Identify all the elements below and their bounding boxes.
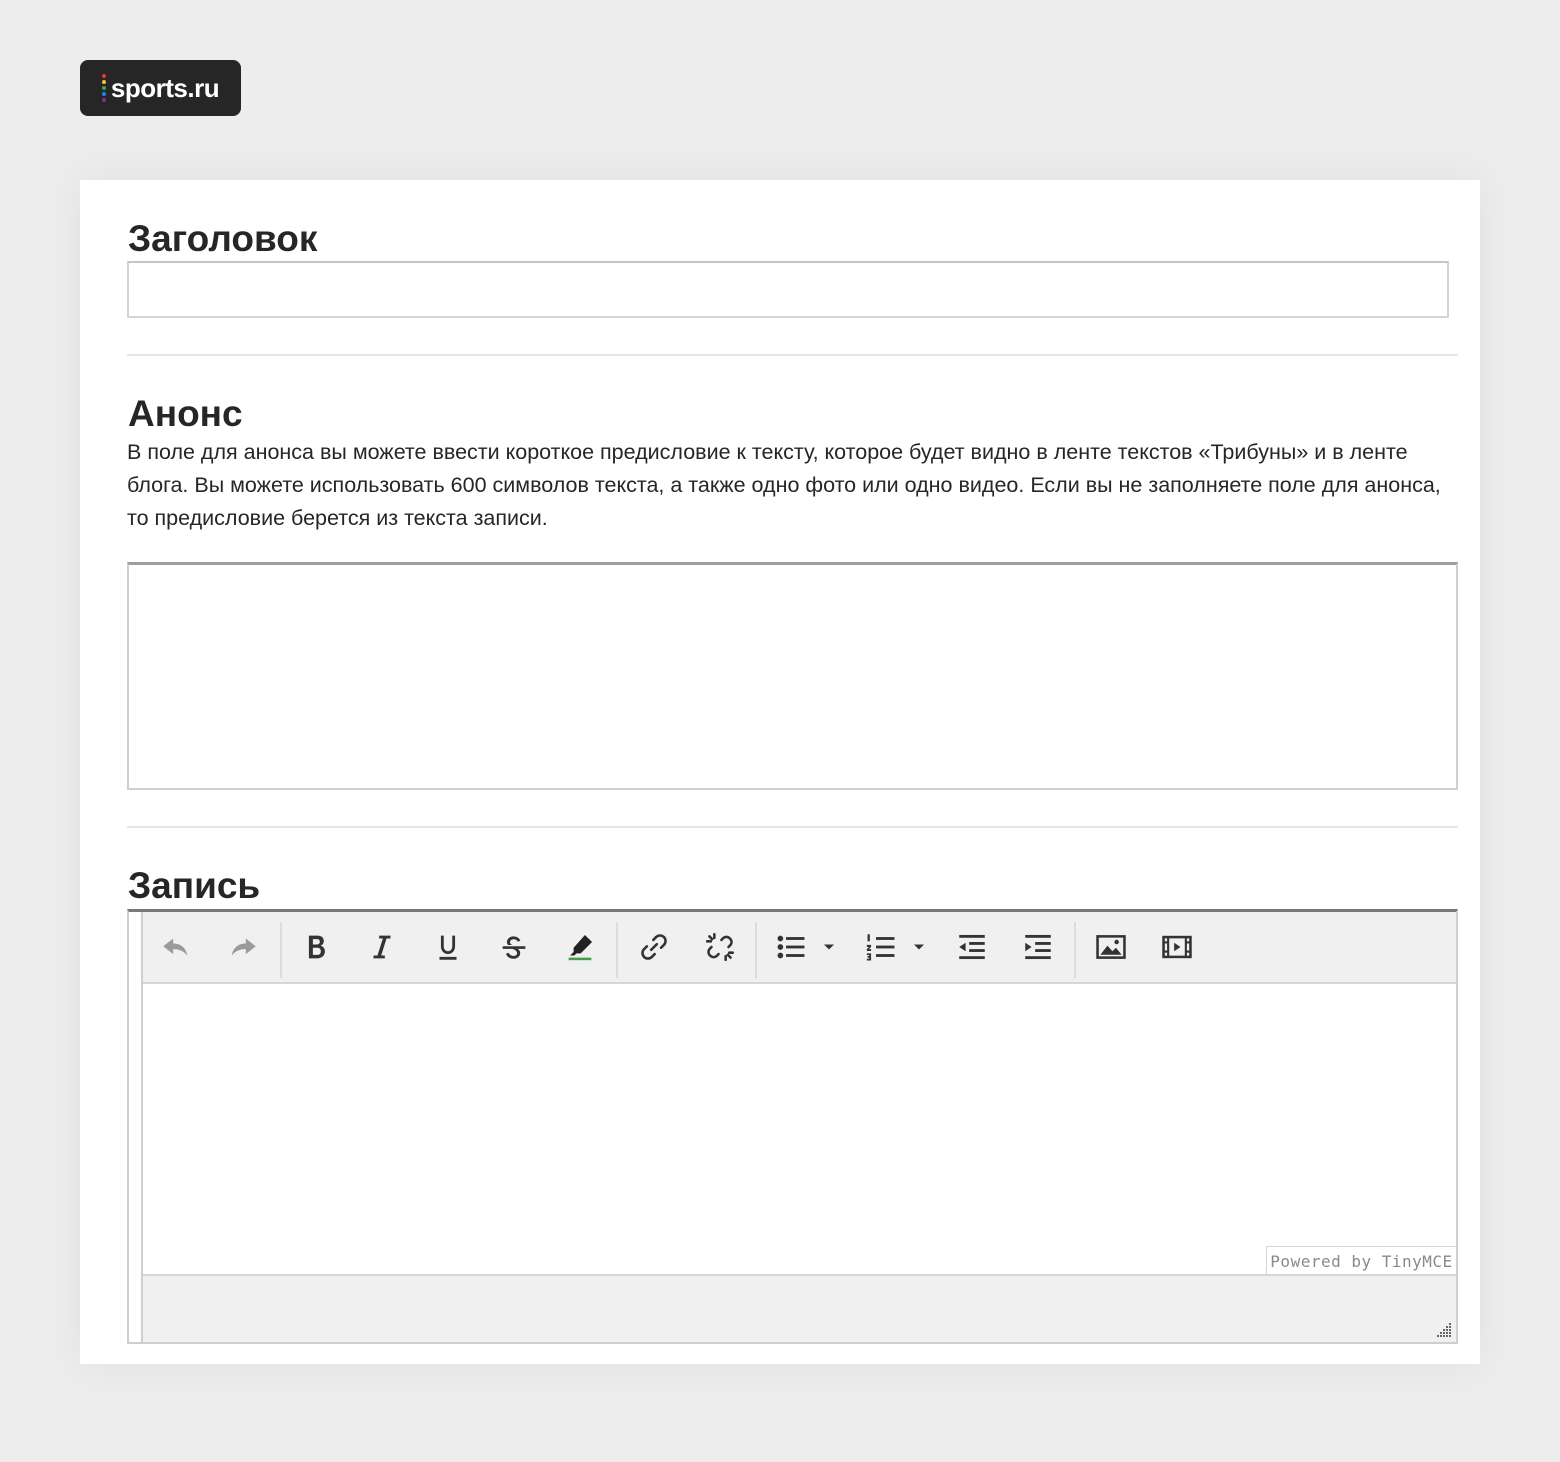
editor-content-area[interactable] — [143, 984, 1456, 1274]
highlight-icon — [563, 930, 597, 964]
bullet-list-button[interactable] — [768, 924, 814, 970]
unlink-icon — [703, 930, 737, 964]
outdent-button[interactable] — [949, 924, 995, 970]
editor-frame — [141, 912, 1456, 1342]
toolbar-separator — [280, 922, 282, 978]
post-form-card — [80, 180, 1480, 1364]
powered-by-tinymce[interactable]: Powered by TinyMCE — [1266, 1246, 1456, 1276]
video-button[interactable] — [1154, 924, 1200, 970]
toolbar-separator — [616, 922, 618, 978]
highlight-button[interactable] — [557, 924, 603, 970]
title-label: Заголовок — [128, 218, 318, 259]
italic-icon — [365, 930, 399, 964]
italic-button[interactable] — [359, 924, 405, 970]
logo-dot — [102, 80, 106, 84]
title-input[interactable] — [127, 261, 1449, 318]
sports-ru-logo[interactable] — [80, 60, 241, 116]
image-icon — [1094, 930, 1128, 964]
announce-textarea[interactable] — [127, 562, 1458, 790]
logo-text: sports.ru — [110, 72, 220, 103]
link-icon — [637, 930, 671, 964]
chevron-down-icon — [909, 937, 929, 957]
rich-text-editor — [127, 909, 1458, 1344]
undo-icon — [159, 930, 193, 964]
divider — [127, 354, 1458, 356]
logo-dots — [102, 74, 106, 102]
toolbar-separator — [755, 922, 757, 978]
strikethrough-icon — [497, 930, 531, 964]
chevron-down-icon — [819, 937, 839, 957]
logo-dot — [102, 98, 106, 102]
link-button[interactable] — [631, 924, 677, 970]
announce-description: В поле для анонса вы можете ввести короткое предисловие к тексту, которое будет видно в ленте текстов «Трибуны» и в ленте блога. Вы можете использовать 600 символов текста, а также одно фото или одно видео. Если вы не заполняете поле для анонса, то предисловие берется из текста записи. — [127, 440, 1441, 530]
underline-button[interactable] — [425, 924, 471, 970]
numbered-list-icon — [864, 930, 898, 964]
strikethrough-button[interactable] — [491, 924, 537, 970]
logo-dot — [102, 74, 106, 78]
indent-button[interactable] — [1015, 924, 1061, 970]
post-label: Запись — [128, 865, 261, 906]
divider — [127, 826, 1458, 828]
toolbar-separator — [1074, 922, 1076, 978]
editor-statusbar — [143, 1274, 1456, 1342]
logo-dot — [102, 92, 106, 96]
redo-icon — [226, 930, 260, 964]
unlink-button[interactable] — [697, 924, 743, 970]
numbered-list-dropdown[interactable] — [904, 924, 934, 970]
bullet-list-dropdown[interactable] — [814, 924, 844, 970]
video-icon — [1160, 930, 1194, 964]
indent-icon — [1021, 930, 1055, 964]
bullet-list-icon — [774, 930, 808, 964]
announce-label: Анонс — [128, 393, 243, 434]
numbered-list-button[interactable] — [858, 924, 904, 970]
outdent-icon — [955, 930, 989, 964]
bold-button[interactable] — [293, 924, 339, 970]
image-button[interactable] — [1088, 924, 1134, 970]
logo-dot — [102, 86, 106, 90]
redo-button[interactable] — [220, 924, 266, 970]
undo-button[interactable] — [153, 924, 199, 970]
bold-icon — [299, 930, 333, 964]
resize-handle-icon[interactable] — [1436, 1322, 1452, 1338]
underline-icon — [431, 930, 465, 964]
editor-toolbar — [143, 912, 1456, 984]
